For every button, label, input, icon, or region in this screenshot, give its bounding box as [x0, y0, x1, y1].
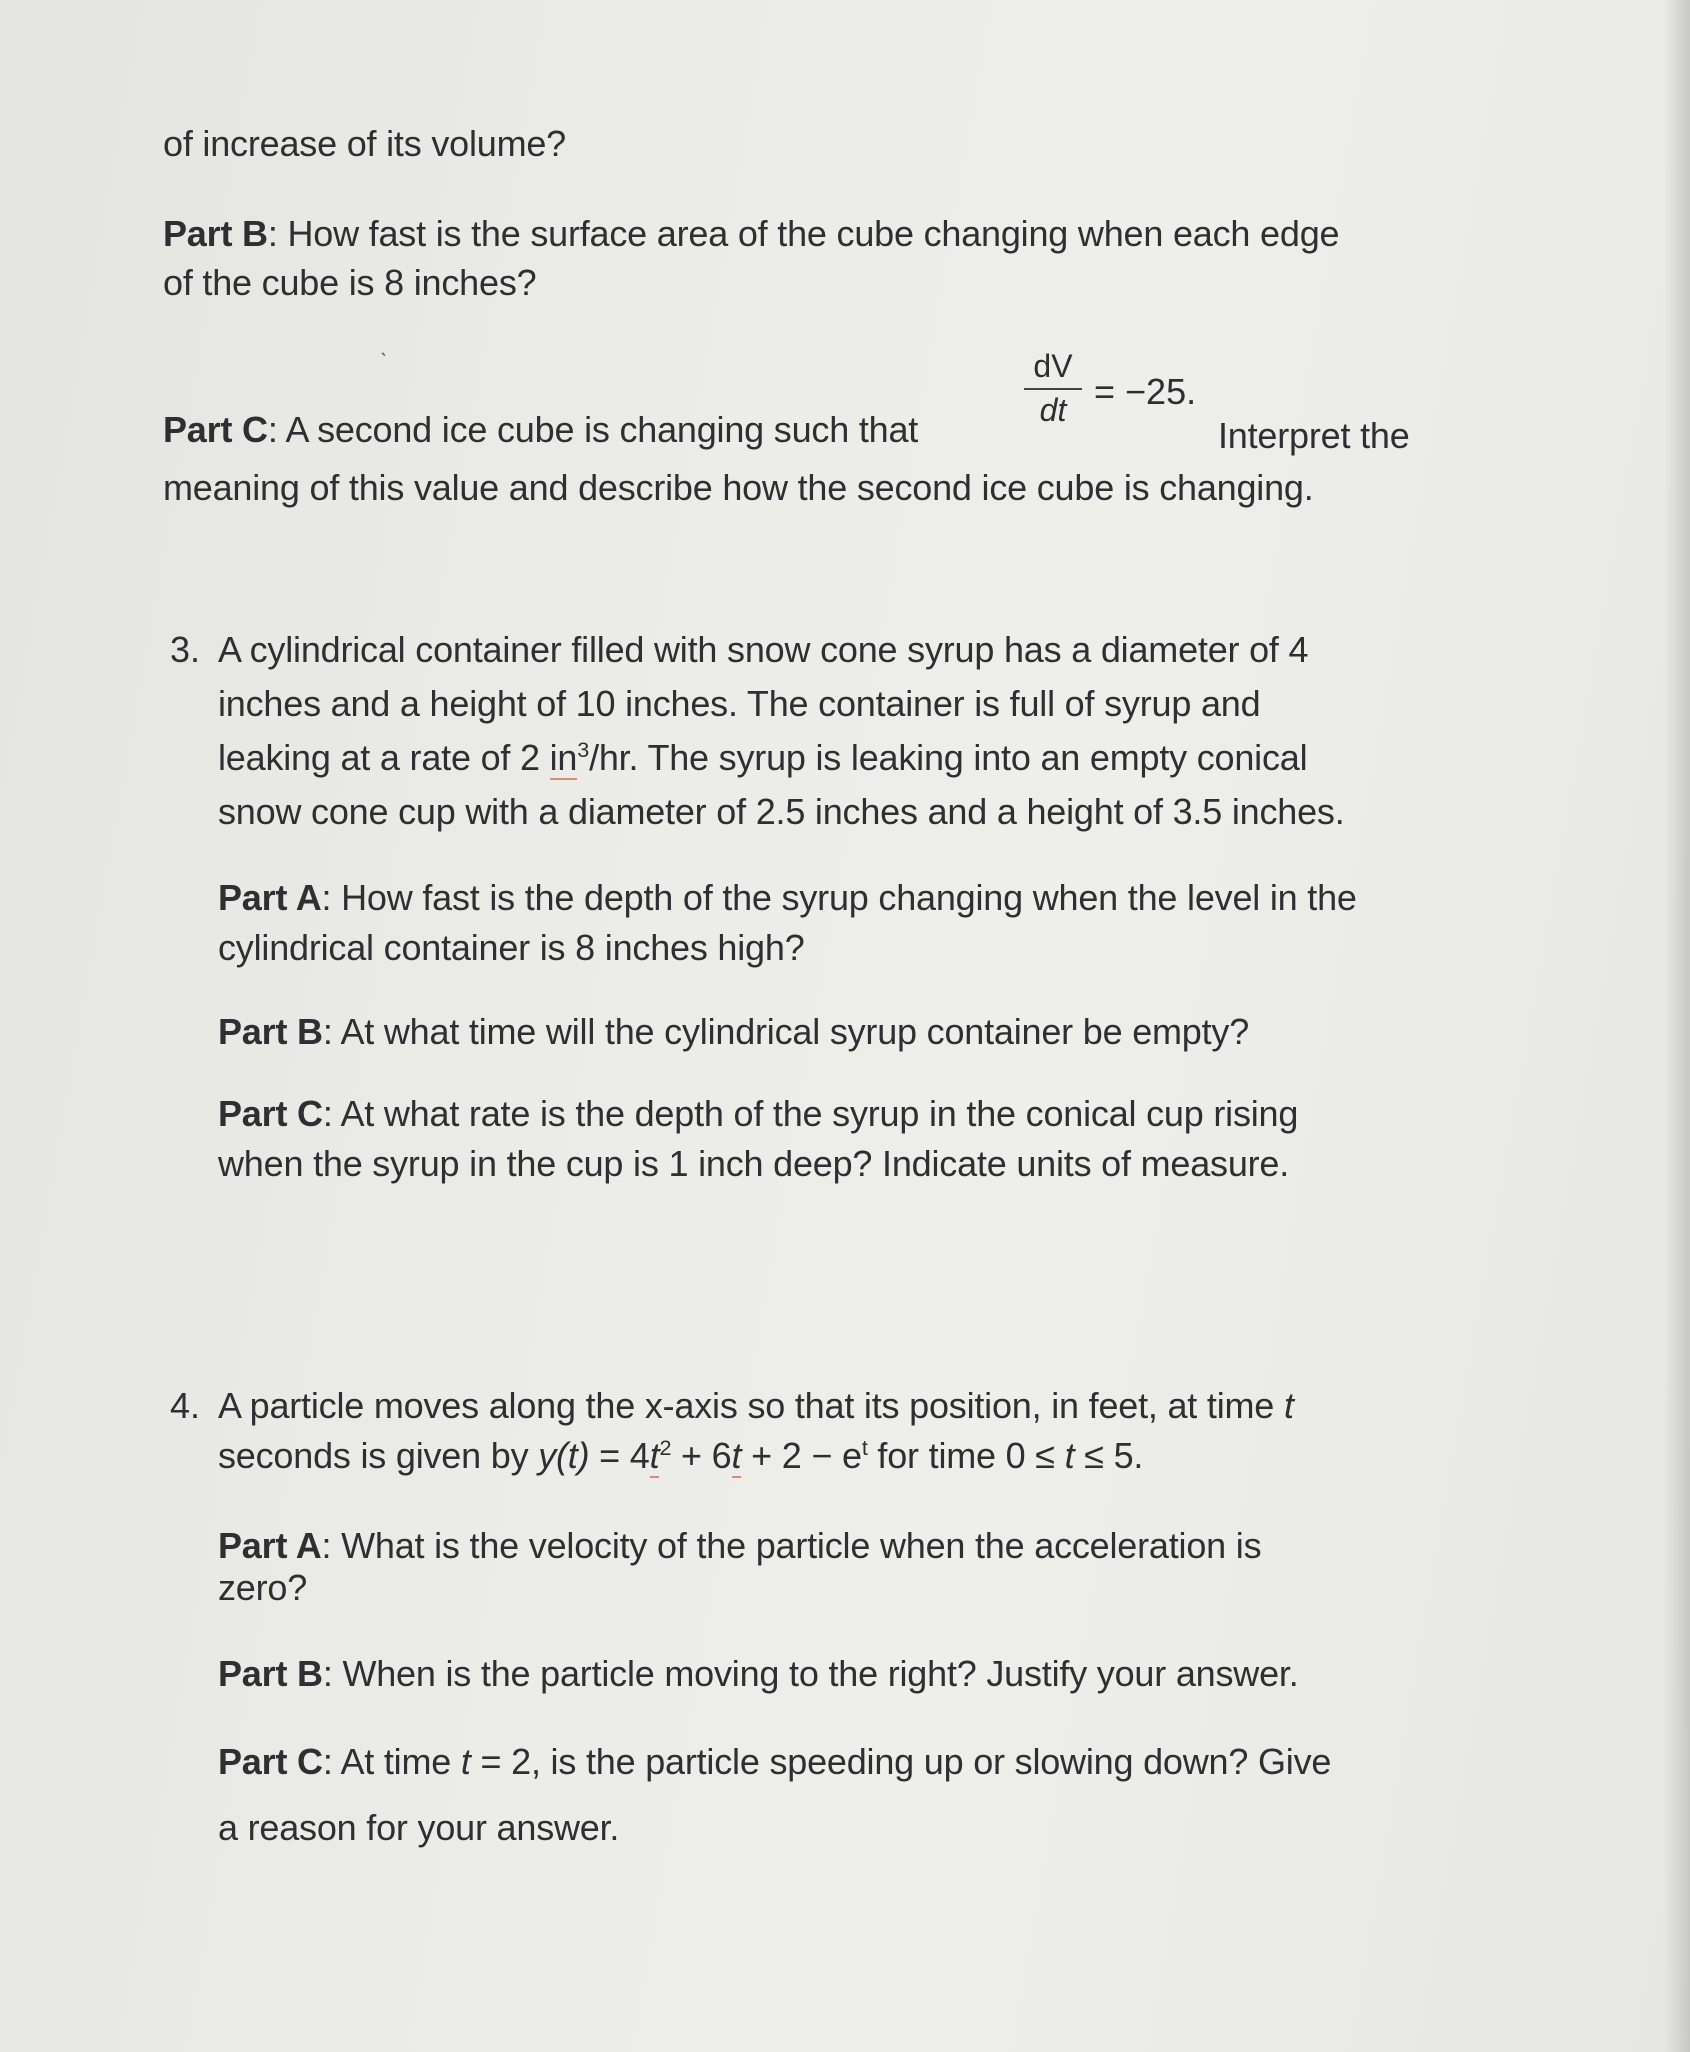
q4-part-c-line-1: [218, 1740, 1331, 1784]
part-label: Part B: [163, 213, 268, 254]
variable: t: [1283, 1385, 1294, 1426]
q2-part-b-line-1: [163, 212, 1339, 256]
q4-part-c-line-2: [218, 1806, 619, 1850]
superscript: 2: [659, 1435, 672, 1460]
question-number: 3.: [170, 629, 201, 670]
q3-part-a-line-2: [218, 926, 805, 970]
q3-part-b-line-1: [218, 1010, 1249, 1054]
text-run: : A second ice cube is changing such that: [267, 409, 919, 450]
question-number: 4.: [170, 1385, 201, 1426]
q3-line-2: [218, 682, 1260, 726]
text-run: /hr. The syrup is leaking into an empty conical: [589, 737, 1308, 778]
text-run: + 6: [671, 1435, 732, 1476]
text-run: : How fast is the surface area of the cube changing when each edge: [267, 213, 1340, 254]
q2-part-b-line-2: [163, 261, 536, 305]
superscript: 3: [577, 737, 590, 762]
text-run: A particle moves along the x-axis so that its position, in feet, at time: [218, 1385, 1284, 1426]
part-label: Part A: [218, 877, 322, 918]
page-edge-shadow: [1664, 0, 1690, 2052]
function-name: y(t): [538, 1435, 590, 1476]
variable: t: [1064, 1435, 1075, 1476]
text-run: of the cube is 8 inches?: [163, 262, 537, 303]
q2-part-c-line-1b: [1218, 414, 1410, 458]
text-run: seconds is given by: [218, 1435, 539, 1476]
text-run: : What is the velocity of the particle when the acceleration is: [321, 1525, 1262, 1566]
part-label: Part A: [218, 1525, 322, 1566]
text-run: ≤ 5.: [1074, 1435, 1144, 1476]
text-run: : At what time will the cylindrical syrup container be empty?: [322, 1011, 1250, 1052]
text-run: = 4: [589, 1435, 650, 1476]
q4-part-b-line-1: [218, 1652, 1299, 1696]
variable: t: [649, 1435, 660, 1476]
derivative-value: = −25.: [1094, 371, 1197, 412]
derivative-fraction: [1024, 344, 1082, 430]
q3-part-c-line-2: [218, 1142, 1289, 1186]
text-run: : How fast is the depth of the syrup changing when the level in the: [321, 877, 1357, 918]
q4-line-2: [218, 1434, 1143, 1478]
q4-line-1: [218, 1384, 1294, 1428]
q2-part-c-line-1: [163, 408, 918, 452]
variable: t: [460, 1741, 471, 1782]
text-run: : When is the particle moving to the right? Justify your answer.: [322, 1653, 1299, 1694]
text-run: : At what rate is the depth of the syrup in the conical cup rising: [322, 1093, 1299, 1134]
part-label: Part C: [218, 1741, 323, 1782]
part-label: Part B: [218, 1653, 323, 1694]
q3-part-a-line-1: [218, 876, 1357, 920]
fraction-denominator: dt: [1039, 392, 1067, 428]
text-run: cylindrical container is 8 inches high?: [218, 927, 805, 968]
part-label: Part C: [163, 409, 268, 450]
text-run: = 2, is the particle speeding up or slowing down? Give: [470, 1741, 1332, 1782]
text-run: inches and a height of 10 inches. The container is full of syrup and: [218, 683, 1261, 724]
q4-part-a-line-2: [218, 1566, 307, 1610]
text-run: for time 0 ≤: [867, 1435, 1065, 1476]
text-run: meaning of this value and describe how the second ice cube is changing.: [163, 467, 1314, 508]
unit: in: [549, 737, 578, 778]
text-run: zero?: [218, 1567, 308, 1608]
q3-line-1: [218, 628, 1308, 672]
part-label: Part C: [218, 1093, 323, 1134]
stray-pen-mark: ˎ: [380, 330, 388, 357]
q4-part-a-line-1: [218, 1524, 1261, 1568]
text-run: leaking at a rate of 2: [218, 737, 550, 778]
fraction-numerator: dV: [1024, 344, 1082, 390]
text-run: : At time: [322, 1741, 461, 1782]
text-run: snow cone cup with a diameter of 2.5 inches and a height of 3.5 inches.: [218, 791, 1345, 832]
q3-part-c-line-1: [218, 1092, 1298, 1136]
text-run: A cylindrical container filled with snow cone syrup has a diameter of 4: [218, 629, 1309, 670]
variable: t: [731, 1435, 742, 1476]
text-line: [163, 122, 566, 166]
q3-line-4: [218, 790, 1345, 834]
text-run: a reason for your answer.: [218, 1807, 620, 1848]
q3-line-3: [218, 736, 1307, 780]
text-run: when the syrup in the cup is 1 inch deep? Indicate units of measure.: [218, 1143, 1290, 1184]
text-run: Interpret the: [1218, 415, 1410, 456]
text-run: + 2 − e: [741, 1435, 862, 1476]
part-label: Part B: [218, 1011, 323, 1052]
q2-part-c-line-2: [163, 466, 1314, 510]
text-run: of increase of its volume?: [163, 123, 566, 164]
superscript: t: [861, 1435, 868, 1460]
